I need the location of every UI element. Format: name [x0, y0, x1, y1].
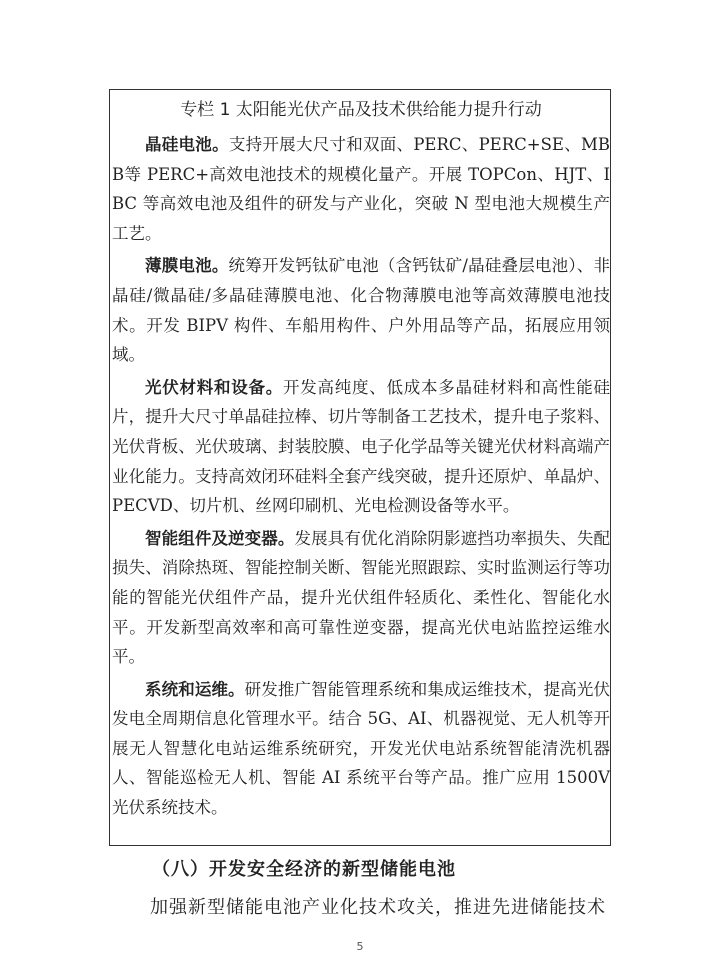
paragraph-text: 发展具有优化消除阴影遮挡功率损失、失配损失、消除热斑、智能控制关断、智能光照跟踪、实时监测运行等功能的智能光伏组件产品，提升光伏组件轻质化、柔性化、智能化水平。开发新型高效率和高可靠性逆变器，提高光伏电站监控运维水平。 [112, 528, 611, 667]
section-heading: （八）开发安全经济的新型储能电池 [152, 859, 456, 880]
paragraph-text: 开发高纯度、低成本多晶硅材料和高性能硅片，提升大尺寸单晶硅拉棒、切片等制备工艺技术，提升电子浆料、光伏背板、光伏玻璃、封装胶膜、电子化学品等关键光伏材料高端产业化能力。支持高效闭环硅料全套产线突破，提升还原炉、单晶炉、PECVD、切片机、丝网印刷机、光电检测设备等水平。 [112, 377, 610, 516]
page-number: 5 [356, 940, 364, 953]
paragraph-text: 统筹开发钙钛矿电池（含钙钛矿/晶硅叠层电池）、非晶硅/微晶硅/多晶硅薄膜电池、化合物薄膜电池等高效薄膜电池技术。开发 BIPV 构件、车船用构件、户外用品等产品，拓展应用领域。 [112, 256, 610, 365]
paragraph-text: 研发推广智能管理系统和集成运维技术，提高光伏发电全周期信息化管理水平。结合 5G、AI、机器视觉、无人机等开展无人智慧化电站运维系统研究，开发光伏电站系统智能清洗机器人、智能巡检无人机、智能 AI 系统平台等产品。推广应用 1500V 光伏系统技术。 [112, 679, 611, 818]
paragraph-lead: 光伏材料和设备。 [145, 377, 283, 397]
paragraph-smart-modules [112, 524, 610, 672]
paragraph-thin-film [112, 251, 610, 369]
paragraph-crystalline-silicon [112, 130, 610, 248]
box-title: 专栏 1 太阳能光伏产品及技术供给能力提升行动 [180, 100, 542, 120]
paragraph-text: 支持开展大尺寸和双面、PERC、PERC+SE、MBB等 PERC+高效电池技术的规模化量产。开展 TOPCon、HJT、IBC 等高效电池及组件的研发与产业化，突破 N 型电池大规模生产工艺。 [112, 135, 610, 243]
paragraph-lead: 薄膜电池。 [145, 256, 229, 276]
section-body-text: 加强新型储能电池产业化技术攻关，推进先进储能技术 [150, 897, 606, 918]
column-box [109, 89, 611, 846]
paragraph-lead: 晶硅电池。 [145, 135, 229, 154]
paragraph-lead: 智能组件及逆变器。 [145, 528, 295, 548]
paragraph-lead: 系统和运维。 [145, 679, 245, 699]
paragraph-materials-equipment [112, 373, 610, 521]
paragraph-systems-operations [112, 675, 610, 823]
